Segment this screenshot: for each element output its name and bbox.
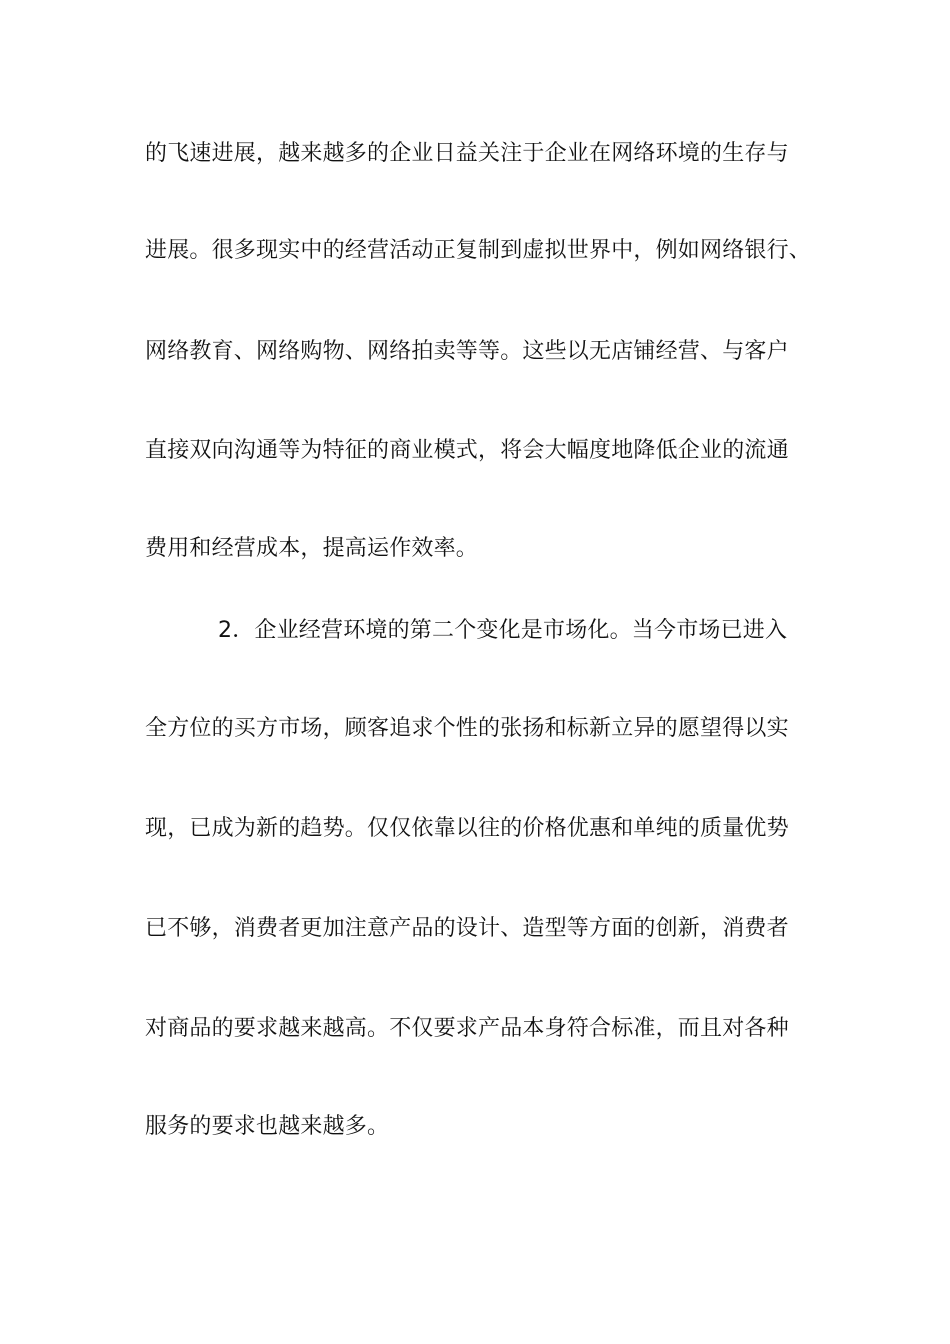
paragraph-line: 的飞速进展，越来越多的企业日益关注于企业在网络环境的生存与 [145, 141, 789, 166]
paragraph-line: 直接双向沟通等为特征的商业模式，将会大幅度地降低企业的流通 [145, 438, 789, 463]
paragraph-line-indented: 2．企业经营环境的第二个变化是市场化。当今市场已进入 [218, 618, 788, 643]
paragraph-line: 现，已成为新的趋势。仅仅依靠以往的价格优惠和单纯的质量优势 [145, 816, 789, 841]
paragraph-line: 对商品的要求越来越高。不仅要求产品本身符合标准，而且对各种 [145, 1016, 789, 1041]
paragraph-line: 进展。很多现实中的经营活动正复制到虚拟世界中，例如网络银行、 [145, 238, 812, 263]
paragraph-line: 网络教育、网络购物、网络拍卖等等。这些以无店铺经营、与客户 [145, 339, 789, 364]
paragraph-line: 费用和经营成本，提高运作效率。 [145, 536, 479, 561]
paragraph-line: 全方位的买方市场，顾客追求个性的张扬和标新立异的愿望得以实 [145, 716, 789, 741]
paragraph-line: 已不够，消费者更加注意产品的设计、造型等方面的创新，消费者 [145, 916, 789, 941]
paragraph-line: 服务的要求也越来越多。 [145, 1114, 390, 1139]
